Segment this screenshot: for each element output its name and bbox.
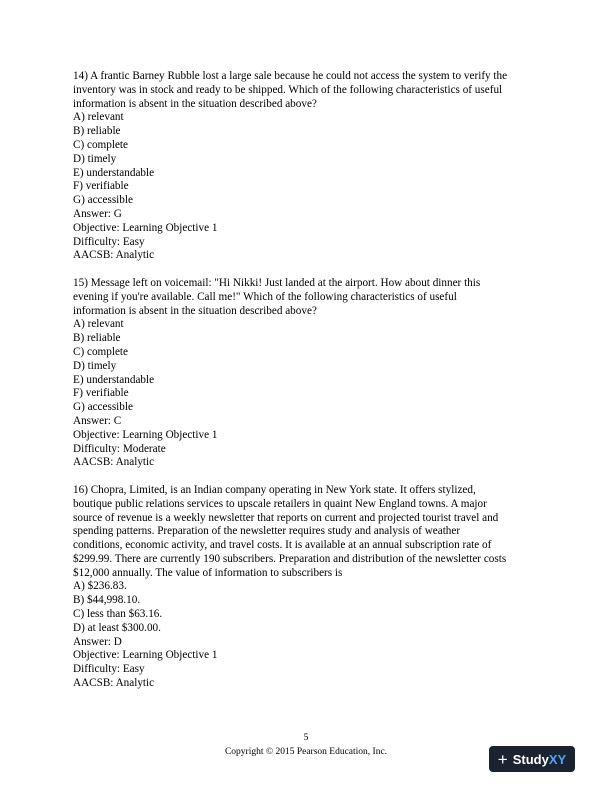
answer-option: G) accessible — [73, 401, 133, 414]
question-stem-line: $299.99. There are currently 190 subscribers. Preparation and distribution of the newsletter costs — [73, 552, 507, 565]
objective-text: Objective: Learning Objective 1 — [73, 428, 218, 441]
aacsb-text: AACSB: Analytic — [73, 677, 155, 690]
objective-text: Objective: Learning Objective 1 — [73, 649, 218, 662]
answer-option: C) complete — [73, 138, 128, 151]
question-stem-line: evening if you're available. Call me!" Which of the following characteristics of useful — [73, 290, 457, 303]
plus-icon: + — [497, 749, 508, 769]
answer-key: Answer: D — [73, 635, 122, 648]
question-15 — [73, 277, 543, 470]
aacsb-text: AACSB: Analytic — [73, 249, 155, 262]
question-stem-line: source of revenue is a weekly newsletter that reports on current and projected tourist travel and — [73, 511, 499, 524]
question-stem-line: information is absent in the situation described above? — [73, 97, 317, 110]
answer-option: B) reliable — [73, 125, 121, 138]
difficulty-text: Difficulty: Easy — [73, 663, 145, 676]
difficulty-text: Difficulty: Moderate — [73, 442, 166, 455]
question-stem-line: spending patterns. Preparation of the newsletter requires study and analysis of weather — [73, 525, 461, 538]
answer-option: F) verifiable — [73, 387, 129, 400]
answer-option: C) complete — [73, 345, 128, 358]
badge-text-main: Study — [512, 751, 549, 767]
question-14 — [73, 70, 543, 263]
answer-option: D) at least $300.00. — [73, 621, 161, 634]
answer-option: A) relevant — [73, 111, 124, 124]
copyright-notice: Copyright © 2015 Pearson Education, Inc. — [224, 747, 388, 757]
question-stem-line: 15) Message left on voicemail: "Hi Nikki! Just landed at the airport. How about dinner this — [73, 276, 481, 289]
answer-option: D) timely — [73, 359, 117, 372]
studyxy-badge[interactable] — [489, 746, 575, 772]
aacsb-text: AACSB: Analytic — [73, 456, 155, 469]
answer-key: Answer: G — [73, 207, 122, 220]
objective-text: Objective: Learning Objective 1 — [73, 221, 218, 234]
answer-option: B) $44,998.10. — [73, 594, 141, 607]
badge-text-accent: XY — [548, 751, 567, 767]
question-stem-line: conditions, economic activity, and travel costs. It is available at an annual subscription rate of — [73, 539, 492, 552]
answer-option: D) timely — [73, 152, 117, 165]
question-stem-line: 14) A frantic Barney Rubble lost a large sale because he could not access the system to verify the — [73, 70, 508, 82]
answer-option: E) understandable — [73, 166, 155, 179]
question-stem-line: 16) Chopra, Limited, is an Indian company operating in New York state. It offers stylized, — [73, 483, 476, 496]
document-body — [73, 70, 543, 705]
answer-option: E) understandable — [73, 373, 155, 386]
page-number: 5 — [303, 733, 309, 743]
question-stem-line: inventory was in stock and ready to be shipped. Which of the following characteristics of useful — [73, 83, 503, 96]
question-stem-line: information is absent in the situation described above? — [73, 304, 317, 317]
difficulty-text: Difficulty: Easy — [73, 235, 145, 248]
answer-option: C) less than $63.16. — [73, 608, 163, 621]
answer-key: Answer: C — [73, 414, 122, 427]
answer-option: F) verifiable — [73, 180, 129, 193]
question-stem-line: $12,000 annually. The value of information to subscribers is — [73, 566, 343, 579]
question-16 — [73, 484, 543, 691]
answer-option: B) reliable — [73, 332, 121, 345]
answer-option: A) $236.83. — [73, 580, 127, 593]
question-stem-line: boutique public relations services to upscale retailers in quaint New England towns. A major — [73, 497, 487, 510]
answer-option: G) accessible — [73, 194, 133, 207]
answer-option: A) relevant — [73, 318, 124, 331]
